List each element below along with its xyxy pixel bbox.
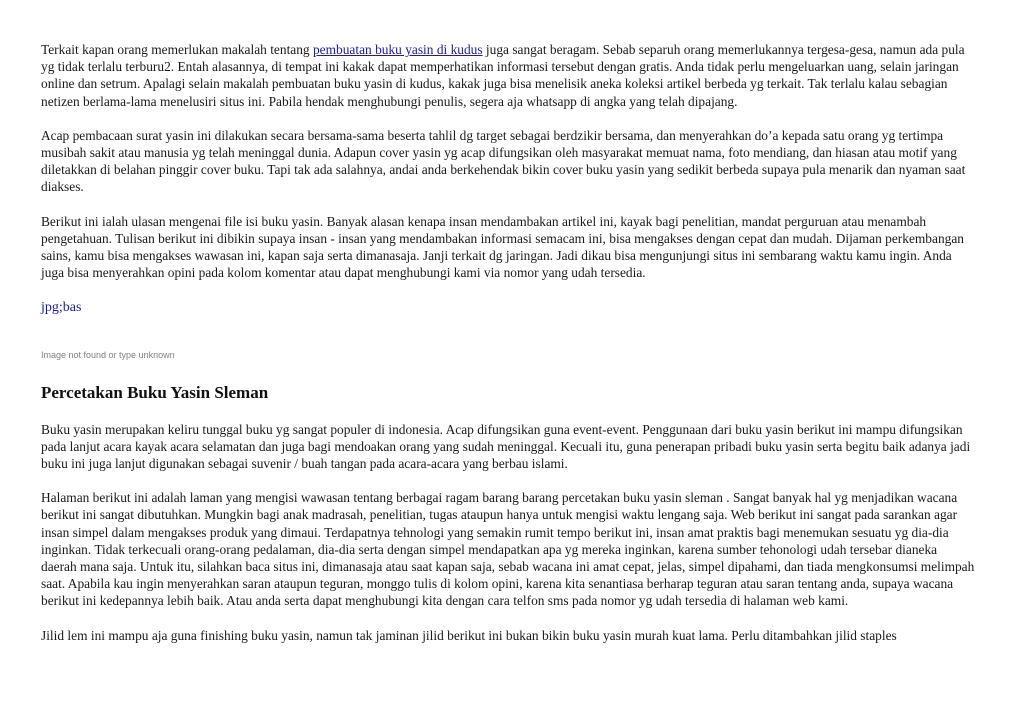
image-link-line	[41, 298, 976, 316]
paragraph-6: Jilid lem ini mampu aja guna finishing buku yasin, namun tak jaminan jilid berikut ini bukan bikin buku yasin murah kuat lama. Perlu ditambahkan jilid staples	[41, 627, 897, 643]
intro-paragraph	[41, 41, 976, 110]
paragraph-2: Acap pembacaan surat yasin ini dilakukan secara bersama-sama beserta tahlil dg target sebagai berdzikir bersama, dan menyerahkan do’a kepada satu orang yg tertimpa musibah sakit atau manusia yg telah meninggal dunia. Adapun cover yasin yg acap difungsikan oleh masyarakat memuat nama, foto mendiang, dan hiasan atau motif yang diletakkan di belahan pinggir cover buku. Tapi tak ada salahnya, andai anda berkehendak bikin cover buku yasin yang sedikit berbeda supaya pula menarik dan nyaman saat diakses.	[41, 127, 966, 195]
pembuatan-buku-yasin-link[interactable]: pembuatan buku yasin di kudus	[312, 42, 483, 57]
article-body	[41, 41, 976, 644]
paragraph-3: Berikut ini ialah ulasan mengenai file isi buku yasin. Banyak alasan kenapa insan mendambakan artikel ini, kayak bagi penelitian, mandat perguruan atau menambah pengetahuan. Tulisan berikut ini dibikin supaya insan - insan yang mendambakan informasi semacam ini, bisa mengakses dengan cepat dan mudah. Dijaman perkembangan sains, kamu bisa mengakses wawasan ini, kapan saja serta dimanasaja. Janji terkait dg jaringan. Jadi dikau bisa mengunjungi situs ini sembarang waktu kamu ingin. Anda juga bisa menyerahkan opini pada kolom komentar atau dapat menghubungi kami via nomor yang udah tersedia.	[41, 213, 964, 281]
image-file-link[interactable]: jpg;bas	[41, 300, 82, 316]
intro-text-before: Terkait kapan orang memerlukan makalah tentang	[41, 42, 313, 57]
paragraph-4: Buku yasin merupakan keliru tunggal buku yg sangat populer di indonesia. Acap difungsikan guna event-event. Penggunaan dari buku yasin berikut ini mampu difungsikan pada lanjut acara kayak acara selamatan dan juga bagi mendoakan orang yang sudah meninggal. Kecuali itu, guna penerapan pribadi buku yasin serta begitu baik adanya jadi buku ini juga lanjut digunakan sebagai suvenir / buah tangan pada acara-acara yang berbau islami.	[41, 421, 971, 472]
intro-text-after: juga sangat beragam. Sebab separuh orang memerlukannya tergesa-gesa, namun ada pula yg tidak terlalu terburu2. Entah alasannya, di tempat ini kakak dapat memperhatikan informasi tersebut dengan gratis. Anda tidak perlu mengeluarkan uang, selain jaringan online dan setrum. Apalagi selain makalah pembuatan buku yasin di kudus, kakak juga bisa menelisik aneka koleksi artikel berbeda yg terkait. Tak terlalu kalau sebagian netizen berlama-lama menelusiri situs ini. Pabila hendak menghubungi penulis, segera aja whatsapp di angka yang telah dipajang.	[41, 42, 965, 109]
section-heading: Percetakan Buku Yasin Sleman	[41, 382, 269, 402]
broken-image-placeholder: Image not found or type unknown	[41, 349, 175, 360]
paragraph-5: Halaman berikut ini adalah laman yang mengisi wawasan tentang berbagai ragam barang barang percetakan buku yasin sleman . Sangat banyak hal yg menjadikan wacana berikut ini sangat dibutuhkan. Mungkin bagi anak madrasah, penelitian, tugas ataupun hanya untuk mengisi waktu lengang saja. Web berikut ini sangat pada sarankan agar insan simpel dalam mengakses produk yang dimaui. Terdapatnya tehnologi yang semakin rumit tempo berikut ini, insan amat praktis bagi menemukan sesuatu yg dia-dia inginkan. Tidak terkecuali orang-orang pedalaman, dia-dia serta dengan simpel mendapatkan apa yg mereka inginkan, karena sumber tehonologi udah tersebar dianeka daerah mana saja. Untuk itu, silahkan baca situs ini, dimanasaja atau saat kapan saja, sebab wacana ini amat cepat, jelas, simpel dipahami, dan tiada mengkonsumsi melimpah saat. Apabila kau ingin menyerahkan saran ataupun teguran, monggo tulis di kolom opini, karena kita senantiasa berharap teguran atau saran tentang anda, supaya wacana berikut ini kedepannya lebih baik. Atau anda serta dapat menghubungi kita dengan cara telfon sms pada nomor yg udah tersedia di halaman web kami.	[41, 490, 975, 609]
